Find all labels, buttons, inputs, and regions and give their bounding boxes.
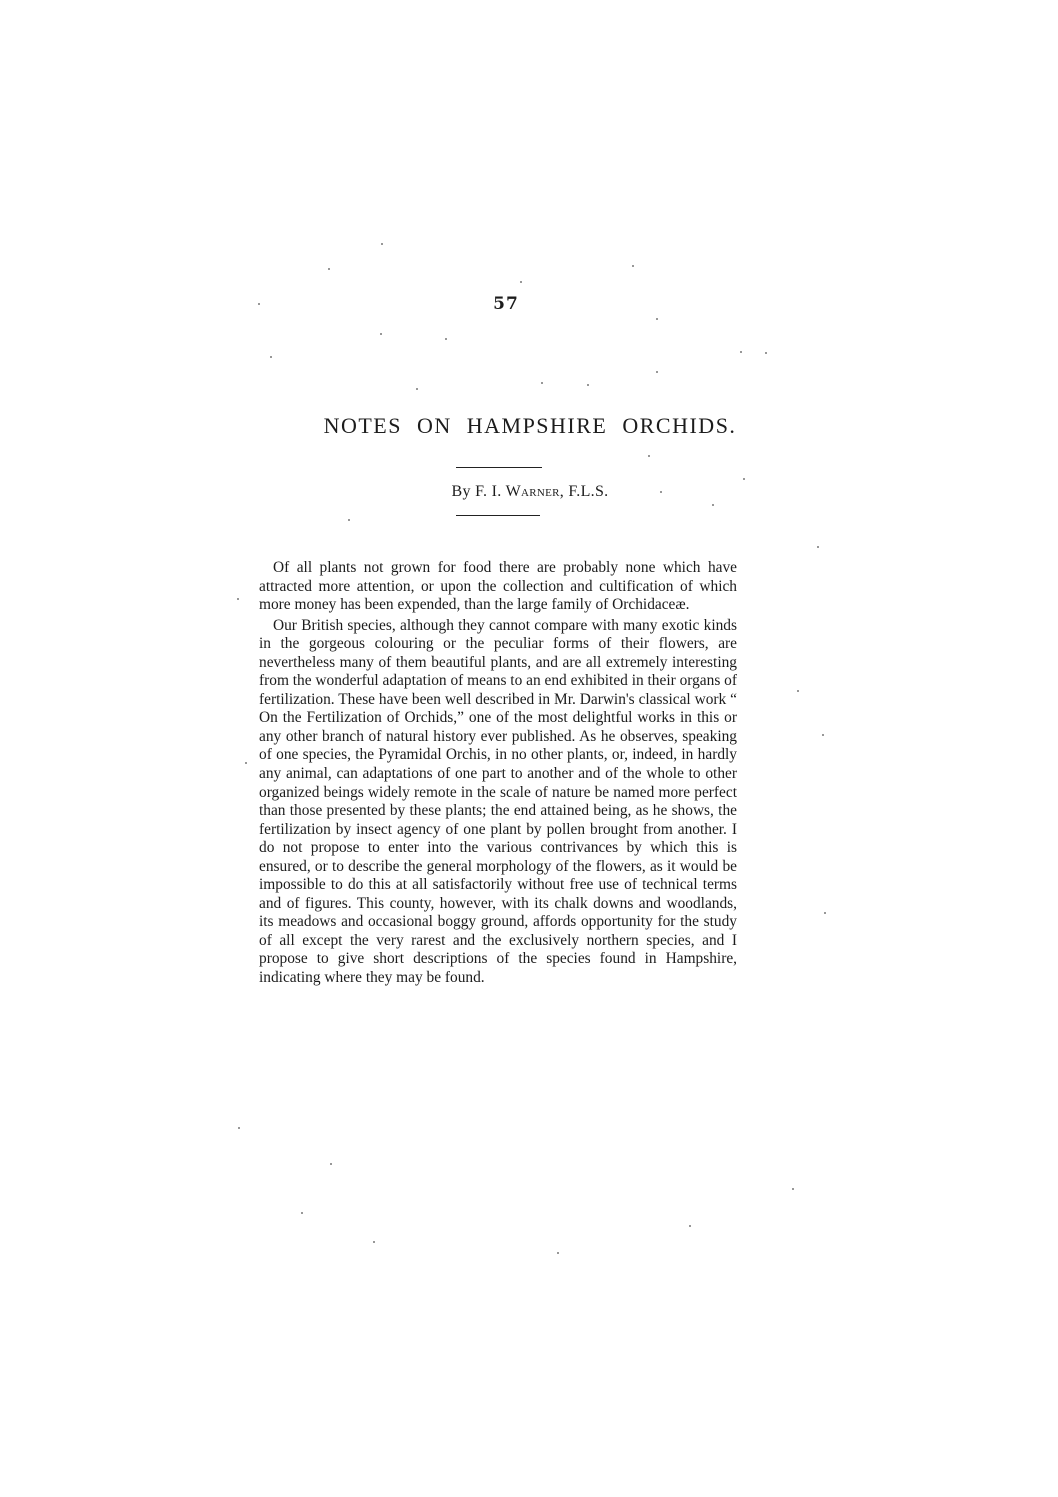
paragraph-british-species: Our British species, although they cannot compare with many exotic kinds in the gorgeous colouring or the peculiar forms of their flowers, are nevertheless many of them beautiful plants, and are all extremely interesting from the wonderful adaptation of means to an end exhibited in their organs of fertilization. These have been well described in Mr. Darwin's classical work “ On the Fertilization of Orchids,” one of the most delightful works in this or any other branch of natural history ever published. As he observes, speaking of one species, the Pyramidal Orchis, in no other plants, or, indeed, in hardly any animal, can adaptations of one part to another and of the whole to other organized beings widely remote in the scale of nature be named more perfect than those presented by these plants; the end attained being, as he shows, the fertilization by insect agency of one plant by pollen brought from another. I do not propose to enter into the various contrivances by which this is ensured, or to describe the general morphology of the flowers, as it would be impossible to do this at all satisfactorily without free use of technical terms and of figures. This county, however, with its chalk downs and woodlands, its meadows and occasional boggy ground, affords opportunity for the study of all except the very rarest and the exclusively northern species, and I propose to give short descriptions of the species found in Hampshire, indicating where they may be found. [259,616,737,987]
speck [373,1241,375,1243]
speck [797,690,799,692]
speck [689,1225,691,1227]
speck [301,1212,303,1214]
speck [632,265,634,267]
title-rule [456,467,542,468]
speck [381,243,383,245]
speck [520,281,522,283]
speck [712,504,714,506]
speck [740,351,742,353]
author-name: F. I. Warner, F.L.S. [475,483,609,500]
speck [824,912,826,914]
speck [270,356,272,358]
speck [380,333,382,335]
article-body [259,559,737,988]
speck [416,388,418,390]
speck [557,1252,559,1254]
speck [330,1163,332,1165]
speck [587,384,589,386]
byline [300,483,760,501]
speck [541,382,543,384]
speck [328,268,330,270]
speck [238,1127,240,1129]
speck [348,519,350,521]
speck [656,371,658,373]
byline-rule [456,515,540,516]
speck [743,478,745,480]
article-title: NOTES ON HAMPSHIRE ORCHIDS. [323,413,737,438]
paragraph-intro: Of all plants not grown for food there are probably none which have attracted more attention, or upon the collection and cultification of which more money has been expended, than the large family of Orchidaceæ. [259,559,737,614]
speck [648,455,650,457]
speck [822,734,824,736]
speck [656,318,658,320]
speck [245,762,247,764]
speck [660,491,662,493]
page-number: 57 [493,294,519,314]
speck [237,598,239,600]
speck [817,546,819,548]
speck [445,338,447,340]
speck [258,303,260,305]
byline-prefix: By [451,483,471,500]
speck [765,352,767,354]
speck [792,1188,794,1190]
